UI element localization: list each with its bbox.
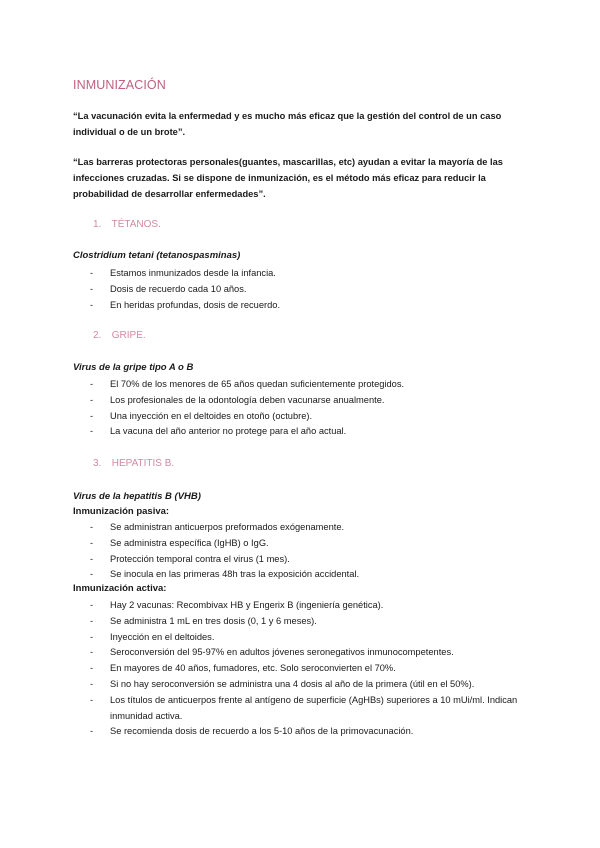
list-item: - Dosis de recuerdo cada 10 años. (90, 282, 530, 298)
list-item: - Estamos inmunizados desde la infancia. (90, 266, 530, 282)
list-item: - En mayores de 40 años, fumadores, etc. Solo seroconvierten el 70%. (90, 661, 530, 677)
section-number: 3. (93, 458, 102, 469)
dash-bullet: - (90, 522, 94, 532)
dash-bullet: - (90, 694, 94, 705)
section-subtitle-gripe: Virus de la gripe tipo A o B (73, 362, 194, 373)
list-gripe (90, 377, 530, 440)
section-subtitle-hepatitis-b: Virus de la hepatitis B (VHB) (73, 491, 201, 502)
section-number: 1. (93, 219, 102, 230)
section-title: GRIPE. (111, 330, 146, 341)
dash-bullet: - (90, 726, 94, 737)
dash-bullet: - (90, 663, 94, 674)
dash-bullet: - (90, 379, 94, 389)
list-item: - Inyección en el deltoides. (90, 630, 530, 646)
dash-bullet: - (90, 600, 94, 610)
dash-bullet: - (90, 426, 94, 437)
list-item: - Protección temporal contra el virus (1 mes). (90, 552, 530, 568)
list-item: - Seroconversión del 95-97% en adultos jóvenes seronegativos inmunocompetentes. (90, 645, 530, 661)
dash-bullet: - (90, 678, 94, 689)
list-item: - Se administran anticuerpos preformados exógenamente. (90, 520, 530, 536)
list-active-immunization (90, 598, 530, 740)
section-number: 2. (93, 330, 102, 341)
list-tetanos (90, 266, 530, 313)
quote-vaccination: “La vacunación evita la enfermedad y es mucho más eficaz que la gestión del control de un caso individual o de un brote”. (73, 111, 502, 137)
list-item: - Hay 2 vacunas: Recombivax HB y Engerix B (ingeniería genética). (90, 598, 530, 614)
list-item: - Se recomienda dosis de recuerdo a los 5-10 años de la primovacunación. (90, 724, 530, 740)
dash-bullet: - (90, 553, 94, 564)
active-immunization-label: Inmunización activa: (73, 583, 167, 594)
section-subtitle-tetanos: Clostridium tetani (tetanospasminas) (73, 250, 241, 261)
dash-bullet: - (90, 615, 94, 626)
section-heading-hepatitis-b (93, 458, 174, 469)
page-title: INMUNIZACIÓN (73, 78, 166, 92)
list-item: - Los títulos de anticuerpos frente al antígeno de superficie (AgHBs) superiores a 10 mUi/ml. Indican inmunidad activa. (90, 694, 518, 721)
section-title: HEPATITIS B. (111, 458, 175, 469)
section-title: TÉTANOS. (111, 219, 161, 230)
section-heading-tetanos (93, 219, 161, 230)
list-item: - Los profesionales de la odontología deben vacunarse anualmente. (90, 393, 530, 409)
dash-bullet: - (90, 631, 94, 642)
list-item: - El 70% de los menores de 65 años quedan suficientemente protegidos. (90, 377, 530, 393)
dash-bullet: - (90, 647, 94, 658)
list-item: - En heridas profundas, dosis de recuerdo. (90, 298, 530, 314)
dash-bullet: - (90, 394, 94, 405)
list-item: - Se inocula en las primeras 48h tras la exposición accidental. (90, 567, 530, 583)
dash-bullet: - (90, 268, 94, 278)
dash-bullet: - (90, 283, 94, 294)
dash-bullet: - (90, 410, 94, 421)
dash-bullet: - (90, 537, 94, 548)
dash-bullet: - (90, 299, 94, 310)
dash-bullet: - (90, 569, 94, 580)
list-item: - Se administra 1 mL en tres dosis (0, 1 y 6 meses). (90, 614, 530, 630)
list-item: - Se administra específica (IgHB) o IgG. (90, 536, 530, 552)
quote-barriers: “Las barreras protectoras personales(guantes, mascarillas, etc) ayudan a evitar la mayoría de las infecciones cruzadas. Si se dispone de inmunización, es el método más eficaz para reducir la probabilidad de desarrollar enfermedades”. (73, 157, 503, 199)
list-item: - Si no hay seroconversión se administra una 4 dosis al año de la primera (útil en el 50%). (90, 677, 530, 693)
list-item: - Una inyección en el deltoides en otoño (octubre). (90, 409, 530, 425)
list-item: - La vacuna del año anterior no protege para el año actual. (90, 424, 530, 440)
passive-immunization-label: Inmunización pasiva: (73, 506, 170, 517)
section-heading-gripe (93, 330, 146, 341)
list-passive-immunization (90, 520, 530, 583)
